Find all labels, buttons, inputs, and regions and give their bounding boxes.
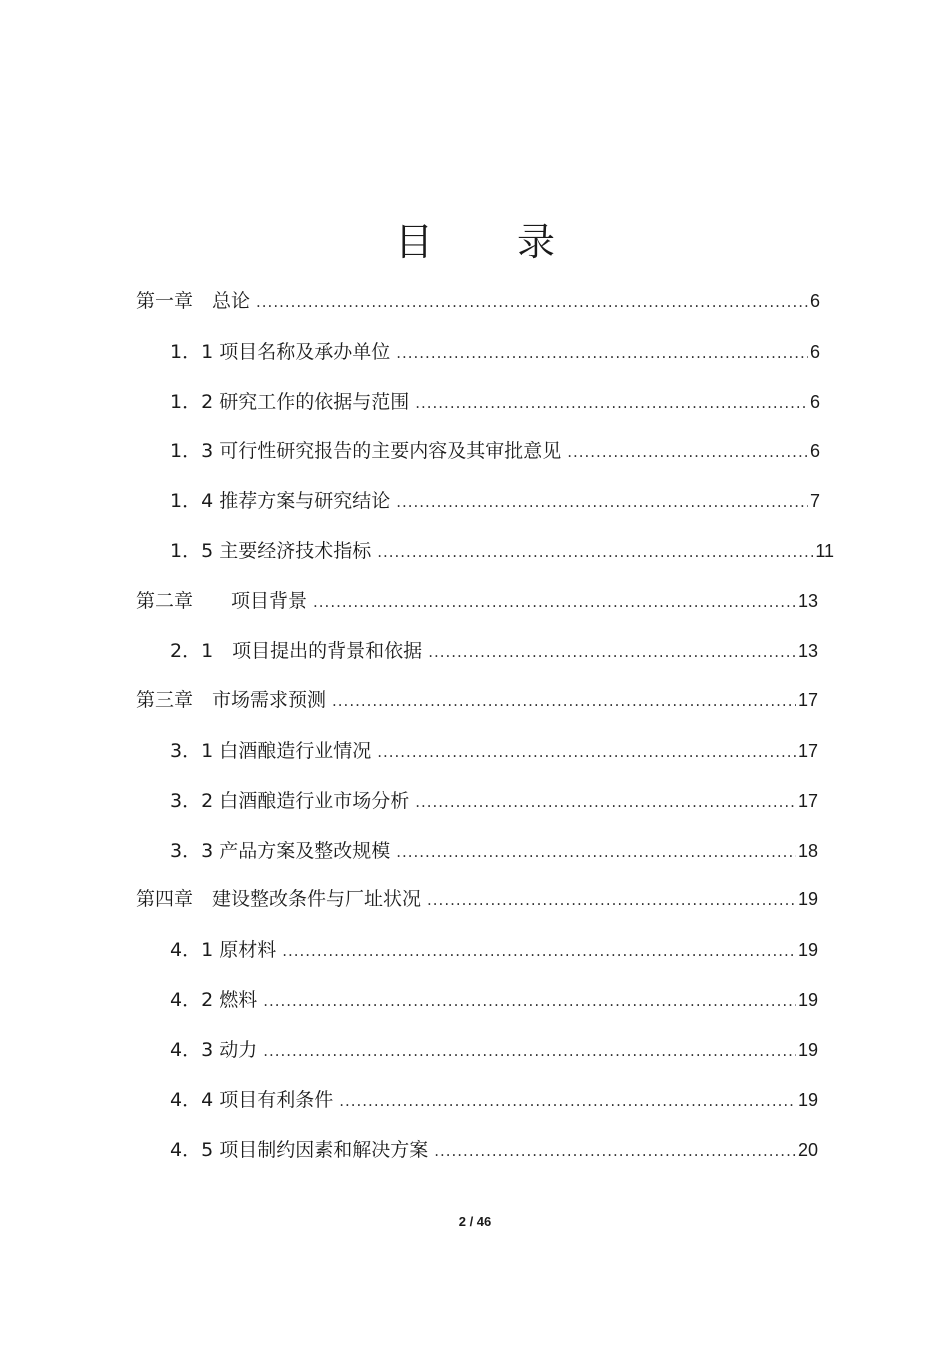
toc-label: 3．3 产品方案及整改规模: [170, 840, 391, 862]
toc-row[interactable]: [170, 539, 834, 564]
toc-row[interactable]: [170, 340, 820, 365]
toc-label: 第四章 建设整改条件与厂址状况: [136, 888, 422, 910]
toc-row[interactable]: [170, 1138, 818, 1163]
toc-leader-dots: [427, 888, 796, 912]
toc-row[interactable]: [136, 688, 818, 713]
toc-page-number: 6: [809, 342, 820, 362]
toc-page-number: 13: [797, 591, 818, 611]
toc-row[interactable]: [136, 887, 818, 912]
toc-row[interactable]: [170, 938, 818, 963]
toc-label: 第一章 总论: [136, 290, 251, 312]
toc-leader-dots: [396, 490, 808, 514]
toc-leader-dots: [396, 840, 796, 864]
toc-page-number: 20: [797, 1140, 818, 1160]
toc-label: 第二章 项目背景: [136, 590, 308, 612]
toc-row[interactable]: [170, 1038, 818, 1063]
toc-label: 1．2 研究工作的依据与范围: [170, 391, 410, 413]
toc-leader-dots: [377, 740, 796, 764]
toc-page-number: 19: [797, 940, 818, 960]
toc-page-number: 11: [815, 541, 834, 561]
toc-label: 4．1 原材料: [170, 939, 277, 961]
toc-leader-dots: [263, 989, 796, 1013]
toc-leader-dots: [396, 341, 808, 365]
toc-page-number: 6: [809, 392, 820, 412]
toc-leader-dots: [434, 1139, 796, 1163]
toc-page-number: 6: [809, 291, 820, 311]
toc-page-number: 6: [809, 441, 820, 461]
toc-page-number: 19: [797, 889, 818, 909]
toc-page-number: 19: [797, 1090, 818, 1110]
toc-leader-dots: [256, 290, 808, 314]
toc-row[interactable]: [170, 839, 818, 864]
toc-leader-dots: [415, 391, 808, 415]
toc-page-number: 13: [797, 641, 818, 661]
toc-leader-dots: [428, 640, 796, 664]
toc-label: 2．1 项目提出的背景和依据: [170, 640, 423, 662]
toc-leader-dots: [282, 939, 796, 963]
toc-page-number: 17: [797, 791, 818, 811]
toc-row[interactable]: [170, 1088, 818, 1113]
toc-page-number: 17: [797, 741, 818, 761]
toc-row[interactable]: [170, 639, 818, 664]
toc-label: 4．3 动力: [170, 1039, 258, 1061]
toc-label: 3．1 白酒酿造行业情况: [170, 740, 372, 762]
toc-row[interactable]: [170, 390, 820, 415]
toc-row[interactable]: [170, 489, 820, 514]
toc-row[interactable]: [170, 988, 818, 1013]
toc-label: 4．5 项目制约因素和解决方案: [170, 1139, 429, 1161]
toc-label: 4．2 燃料: [170, 989, 258, 1011]
toc-label: 1．4 推荐方案与研究结论: [170, 490, 391, 512]
toc-label: 4．4 项目有利条件: [170, 1089, 334, 1111]
toc-label: 1．1 项目名称及承办单位: [170, 341, 391, 363]
toc-leader-dots: [332, 689, 796, 713]
toc-row[interactable]: [136, 289, 820, 314]
page-number: 2 / 46: [458, 1214, 492, 1229]
toc-label: 第三章 市场需求预测: [136, 689, 327, 711]
toc-label: 3．2 白酒酿造行业市场分析: [170, 790, 410, 812]
toc-leader-dots: [263, 1039, 796, 1063]
toc-leader-dots: [313, 590, 796, 614]
toc-page-number: 19: [797, 990, 818, 1010]
toc-leader-dots: [567, 440, 808, 464]
toc-page-number: 18: [797, 841, 818, 861]
toc-leader-dots: [415, 790, 796, 814]
toc-row[interactable]: [170, 789, 818, 814]
toc-row[interactable]: [170, 439, 820, 464]
toc-leader-dots: [377, 540, 813, 564]
toc-leader-dots: [339, 1089, 796, 1113]
toc-page-number: 7: [809, 491, 820, 511]
toc-label: 1．3 可行性研究报告的主要内容及其审批意见: [170, 440, 562, 462]
toc-page-number: 19: [797, 1040, 818, 1060]
page-title: 目 录: [394, 220, 592, 264]
toc-label: 1．5 主要经济技术指标: [170, 540, 372, 562]
toc-row[interactable]: [136, 589, 818, 614]
toc-row[interactable]: [170, 739, 818, 764]
toc-page-number: 17: [797, 690, 818, 710]
